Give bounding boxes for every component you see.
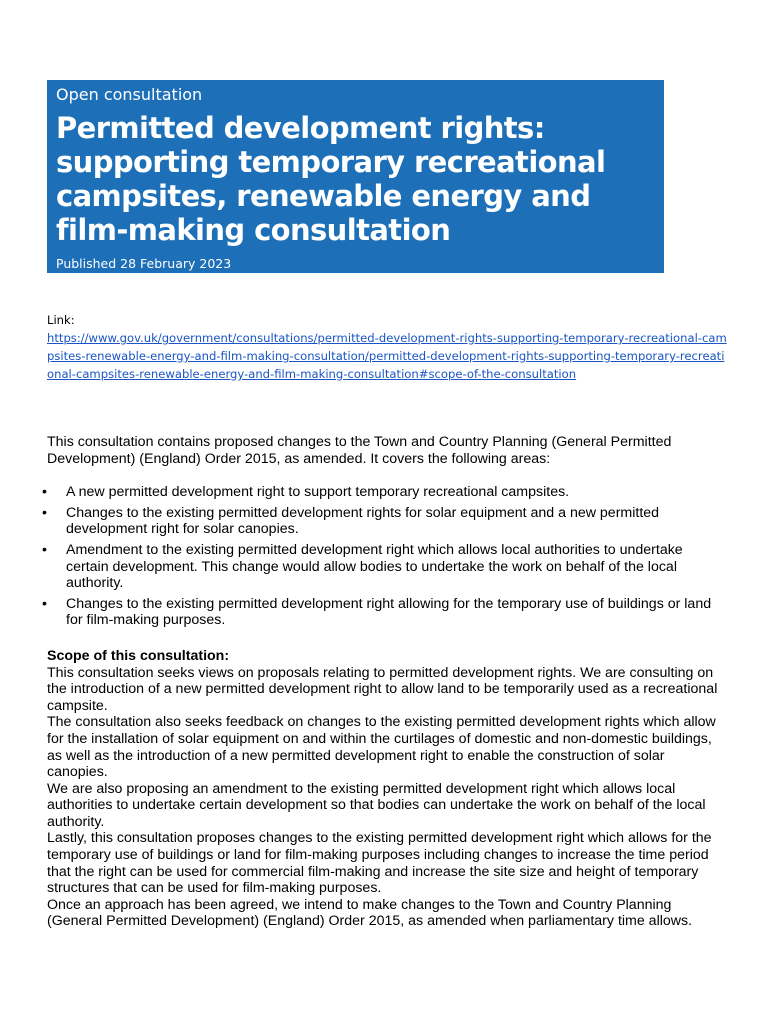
page-title: Permitted development rights: supporting temporary recreational campsites, renewable energy and film-making consultation: [56, 111, 606, 247]
bullet-icon: •: [42, 595, 47, 612]
link-block: [47, 311, 727, 383]
bullet-icon: •: [42, 504, 47, 521]
scope-paragraph: We are also proposing an amendment to the existing permitted development right which allows local authorities to undertake certain development so that bodies can undertake the work on behalf of the local authority.: [47, 780, 706, 830]
list-item: [42, 504, 727, 538]
list-item-text: Changes to the existing permitted development rights for solar equipment and a new permitted development right for solar canopies.: [66, 504, 660, 538]
document-body: [42, 434, 727, 930]
intro-paragraph: This consultation contains proposed changes to the Town and Country Planning (General Permitted Development) (England) Order 2015, as amended. It covers the following areas:: [47, 434, 672, 467]
list-item-text: Amendment to the existing permitted development right which allows local authorities to undertake certain development. This change would allow bodies to undertake the work on behalf of the local authority.: [66, 541, 683, 592]
scope-paragraph: The consultation also seeks feedback on changes to the existing permitted development rights which allow for the installation of solar equipment on and within the curtilages of domestic and non-domestic buildings, as well as the introduction of a new permitted development right to enable the construction of solar canopies.: [47, 714, 716, 781]
list-item: [42, 595, 727, 629]
list-item: [42, 484, 727, 501]
link-label: Link:: [47, 313, 75, 327]
list-item-text: Changes to the existing permitted development right allowing for the temporary use of buildings or land for film-making purposes.: [66, 595, 712, 629]
consultation-link[interactable]: https://www.gov.uk/government/consultations/permitted-development-rights-supporting-temporary-recreational-campsites-renewable-energy-and-film-making-consultation/permitted-development-rights-supporting-temporary-recreational-campsites-renewable-energy-and-film-making-consultation#scope-of-the-consultation: [47, 331, 727, 381]
published-date: Published 28 February 2023: [56, 256, 232, 271]
scope-paragraph: Lastly, this consultation proposes changes to the existing permitted development right which allows for the temporary use of buildings or land for film-making purposes including changes to increase the time period that the right can be used for commercial film-making and increase the site size and height of temporary structures that can be used for film-making purposes.: [47, 830, 712, 897]
bullet-icon: •: [42, 541, 47, 558]
list-item: [42, 541, 727, 592]
banner-label: Open consultation: [56, 85, 203, 104]
list-item-text: A new permitted development right to support temporary recreational campsites.: [66, 484, 570, 501]
scope-heading: Scope of this consultation:: [47, 647, 230, 664]
consultation-banner: [47, 80, 664, 273]
scope-paragraph: Once an approach has been agreed, we intend to make changes to the Town and Country Planning (General Permitted Development) (England) Order 2015, as amended when parliamentary time allows.: [47, 896, 693, 930]
areas-list: [42, 484, 727, 629]
scope-paragraph: This consultation seeks views on proposals relating to permitted development rights. We are consulting on the introduction of a new permitted development right to allow land to be temporarily used as a recreational campsite.: [47, 664, 718, 714]
bullet-icon: •: [42, 484, 47, 501]
